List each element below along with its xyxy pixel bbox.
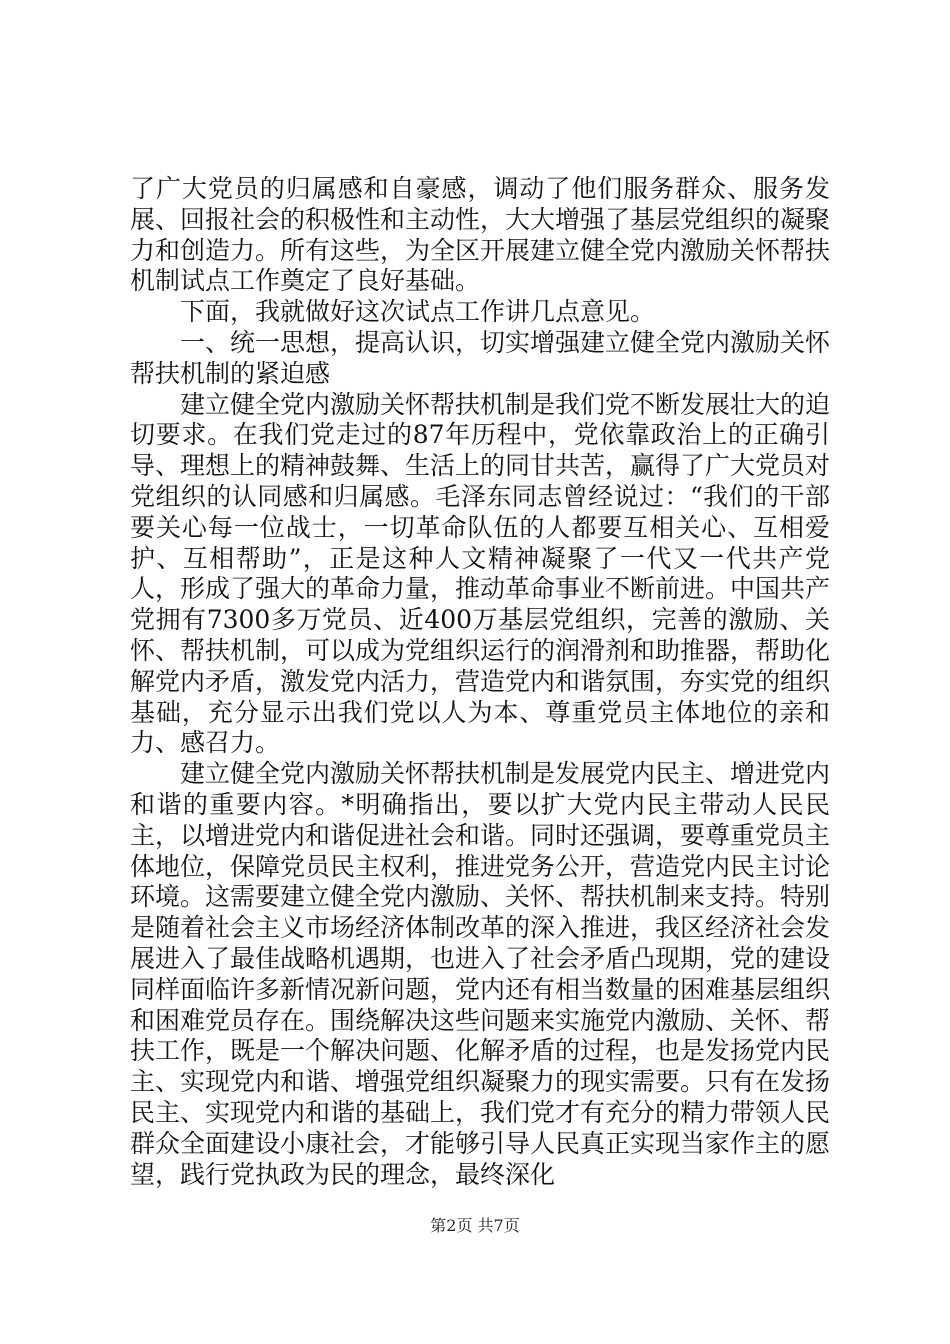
paragraph-body-1: 建立健全党内激励关怀帮扶机制是我们党不断发展壮大的迫切要求。在我们党走过的87年历程中，党依靠政治上的正确引导、理想上的精神鼓舞、生活上的同甘共苦，赢得了广大党员对党组织的认同感和归属感。毛泽东同志曾经说过：“我们的干部要关心每一位战士，一切革命队伍的人都要互相关心、互相爱护、互相帮助”，正是这种人文精神凝聚了一代又一代共产党人，形成了强大的革命力量，推动革命事业不断前进。中国共产党拥有7300多万党员、近400万基层党组织，完善的激励、关怀、帮扶机制，可以成为党组织运行的润滑剂和助推器，帮助化解党内矛盾，激发党内活力，营造党内和谐氛围，夯实党的组织基础，充分显示出我们党以人为本、尊重党员主体地位的亲和力、感召力。 [130,389,831,758]
document-body [130,174,830,1190]
section-heading: 一、统一思想，提高认识，切实增强建立健全党内激励关怀帮扶机制的紧迫感 [130,327,831,388]
paragraph-intro: 下面，我就做好这次试点工作讲几点意见。 [180,297,656,327]
paragraph-continuation: 了广大党员的归属感和自豪感，调动了他们服务群众、服务发展、回报社会的积极性和主动性，大大增强了基层党组织的凝聚力和创造力。所有这些，为全区开展建立健全党内激励关怀帮扶机制试点工作奠定了良好基础。 [130,174,831,296]
paragraph-body-2: 建立健全党内激励关怀帮扶机制是发展党内民主、增进党内和谐的重要内容。*明确指出，要以扩大党内民主带动人民民主，以增进党内和谐促进社会和谐。同时还强调，要尊重党员主体地位，保障党员民主权利，推进党务公开，营造党内民主讨论环境。这需要建立健全党内激励、关怀、帮扶机制来支持。特别是随着社会主义市场经济体制改革的深入推进，我区经济社会发展进入了最佳战略机遇期，也进入了社会矛盾凸现期，党的建设同样面临许多新情况新问题，党内还有相当数量的困难基层组织和困难党员存在。围绕解决这些问题来实施党内激励、关怀、帮扶工作，既是一个解决问题、化解矛盾的过程，也是发扬党内民主、实现党内和谐、增强党组织凝聚力的现实需要。只有在发扬民主、实现党内和谐的基础上，我们党才有充分的精力带领人民群众全面建设小康社会，才能够引导人民真正实现当家作主的愿望，践行党执政为民的理念，最终深化 [130,759,831,1189]
page-footer: 第2页 共7页 [430,1216,520,1235]
